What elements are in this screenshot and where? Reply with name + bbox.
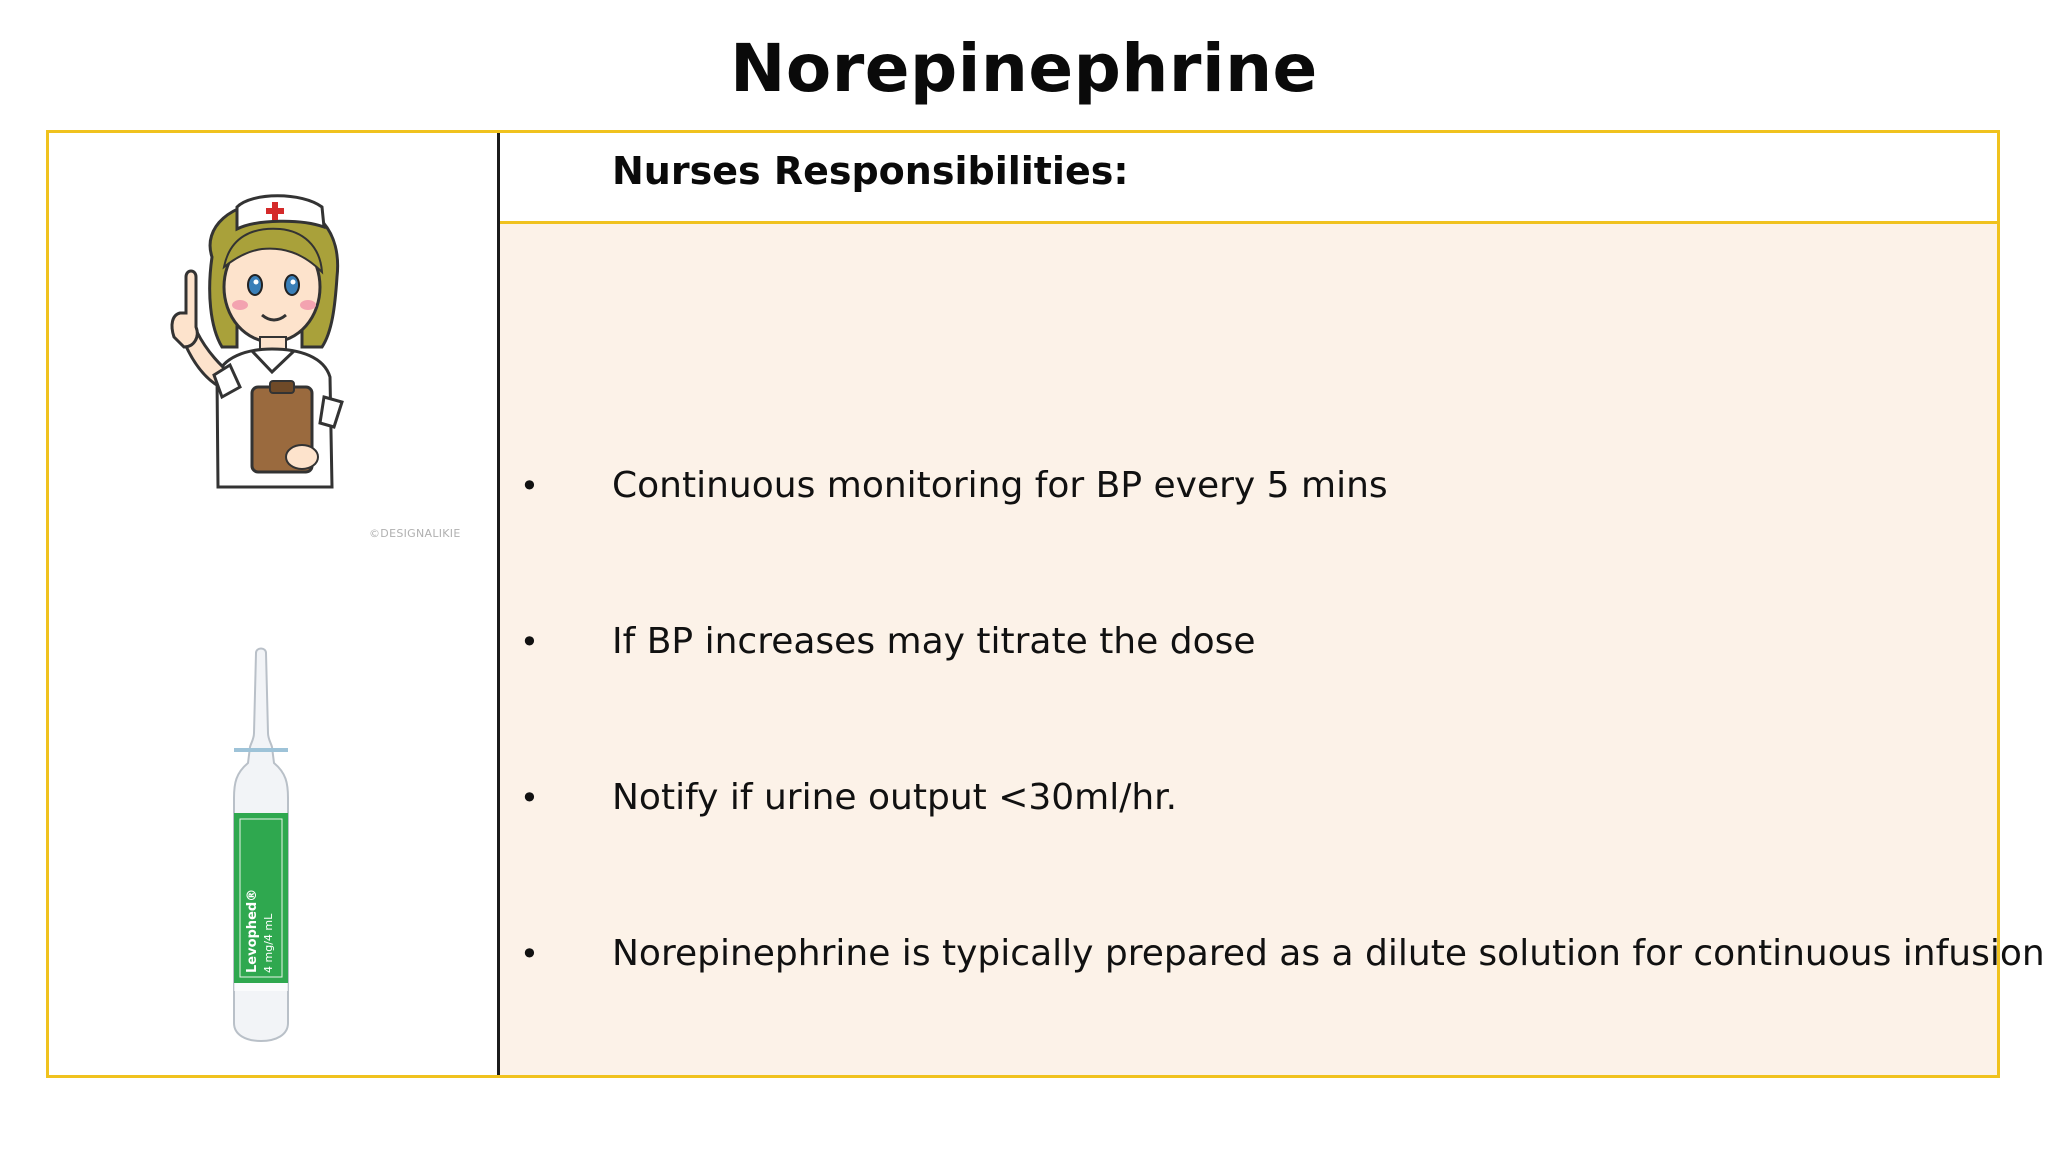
nurse-cartoon-icon <box>152 187 392 517</box>
list-item-text: Continuous monitoring for BP every 5 mins <box>612 465 1388 506</box>
image-column <box>49 133 497 1075</box>
section-heading: Nurses Responsibilities: <box>612 149 1129 193</box>
list-item-text: Norepinephrine is typically prepared as a dilute solution for continuous infusion <box>612 933 2045 974</box>
list-item <box>500 768 1997 828</box>
bullet-icon: • <box>520 935 539 973</box>
list-item-text: Notify if urine output <30ml/hr. <box>612 777 1178 818</box>
vial-dose-label: 4 mg/4 mL <box>262 913 275 973</box>
bullet-icon: • <box>520 467 539 505</box>
bullet-list <box>500 224 2045 1075</box>
header-row <box>500 133 1997 224</box>
list-item <box>500 612 1997 672</box>
list-item <box>500 456 1997 516</box>
slide-title: Norepinephrine <box>730 30 1318 107</box>
medication-vial-icon <box>216 643 306 1043</box>
bullet-icon: • <box>520 623 539 661</box>
list-item-text: If BP increases may titrate the dose <box>612 621 1256 662</box>
list-item <box>500 924 2045 984</box>
vial-brand-label: Levophed® <box>245 888 260 973</box>
bullet-icon: • <box>520 779 539 817</box>
content-table <box>46 130 2045 1078</box>
image-credit: ©DESIGNALIKIE <box>369 527 461 540</box>
